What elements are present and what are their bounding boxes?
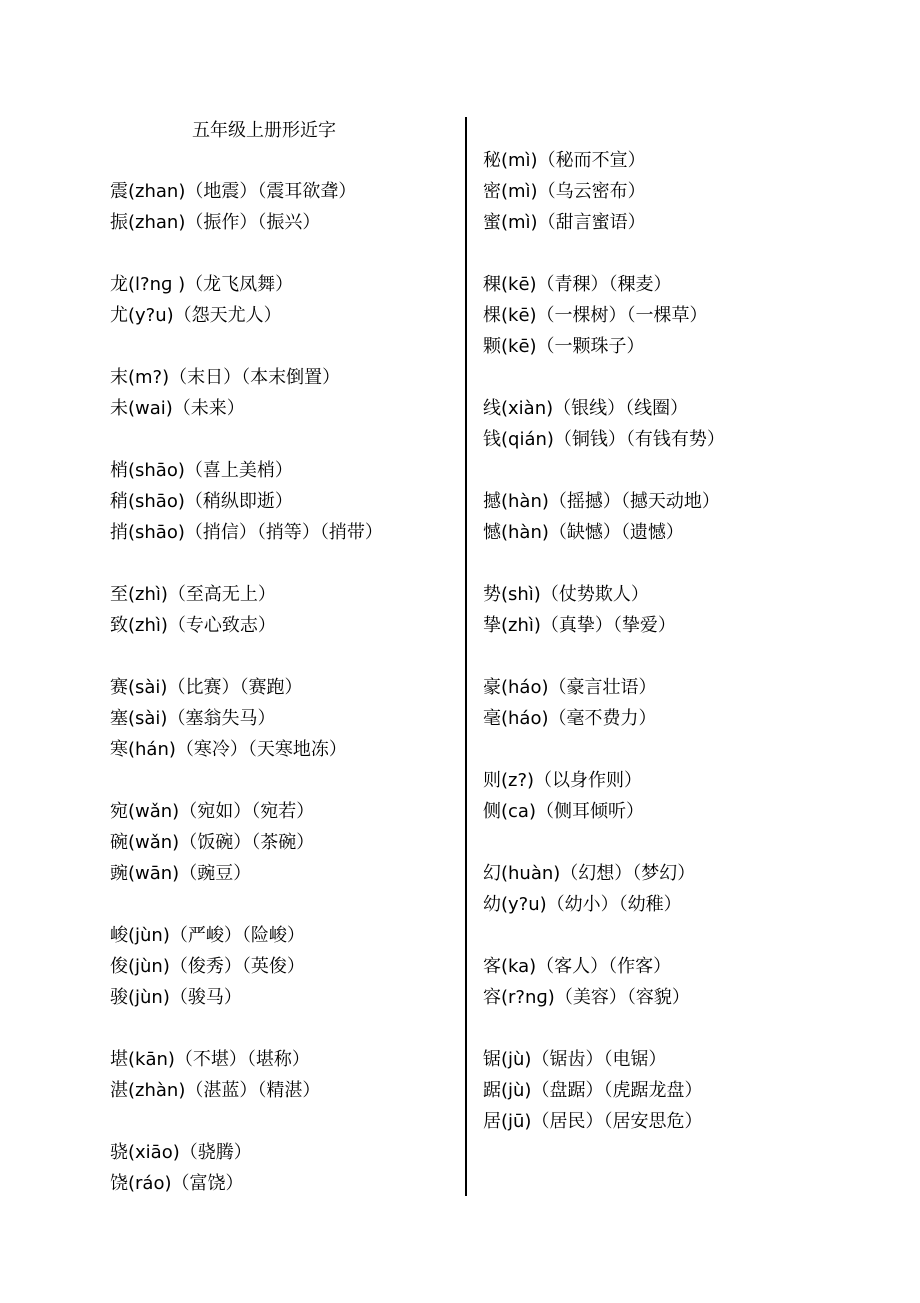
character-entry: 幼(y?u)（幼小）（幼稚） <box>483 894 682 915</box>
character-entry: 毫(háo)（毫不费力） <box>483 708 657 729</box>
character-entry: 憾(hàn)（缺憾）（遗憾） <box>483 522 684 543</box>
group-spacer <box>110 889 383 920</box>
character-entry: 震(zhan)（地震）（震耳欲聋） <box>110 181 357 202</box>
character-entry: 塞(sài)（塞翁失马） <box>110 708 276 729</box>
character-group <box>483 1044 725 1137</box>
character-group <box>110 455 383 548</box>
character-group <box>483 486 725 548</box>
character-group <box>483 579 725 641</box>
character-group <box>483 858 725 920</box>
character-group <box>110 579 383 641</box>
character-entry: 容(r?nɡ)（美容）（容貌） <box>483 987 690 1008</box>
left-column <box>110 145 383 1199</box>
page-title: 五年级上册形近字 <box>192 120 336 141</box>
character-entry: 锯(jù)（锯齿）（电锯） <box>483 1049 667 1070</box>
character-entry: 饶(ráo)（富饶） <box>110 1173 244 1194</box>
character-entry: 堪(kān)（不堪）（堪称） <box>110 1049 310 1070</box>
character-entry: 碗(wǎn)（饭碗）（茶碗） <box>110 832 315 853</box>
character-group <box>483 269 725 362</box>
character-entry: 挚(zhì)（真挚）（挚爱） <box>483 615 676 636</box>
character-group <box>110 176 383 238</box>
character-entry: 捎(shāo)（捎信）（捎等）（捎带） <box>110 522 383 543</box>
character-entry: 颗(kē)（一颗珠子） <box>483 336 645 357</box>
group-spacer <box>110 145 383 176</box>
character-entry: 势(shì)（仗势欺人） <box>483 584 649 605</box>
character-entry: 秘(mì)（秘而不宣） <box>483 150 646 171</box>
character-entry: 俊(jùn)（俊秀）（英俊） <box>110 956 305 977</box>
character-entry: 线(xiàn)（银线）（线圈） <box>483 398 689 419</box>
character-entry: 豌(wān)（豌豆） <box>110 863 252 884</box>
character-entry: 尤(y?u)（怨天尤人） <box>110 305 282 326</box>
character-entry: 宛(wǎn)（宛如）（宛若） <box>110 801 315 822</box>
character-entry: 客(ka)（客人）（作客） <box>483 956 672 977</box>
character-entry: 侧(ca)（侧耳倾听） <box>483 801 644 822</box>
character-entry: 豪(háo)（豪言壮语） <box>483 677 657 698</box>
group-spacer <box>110 641 383 672</box>
character-entry: 骏(jùn)（骏马） <box>110 987 242 1008</box>
character-group <box>110 672 383 765</box>
group-spacer <box>483 455 725 486</box>
character-entry: 湛(zhàn)（湛蓝）（精湛） <box>110 1080 321 1101</box>
character-entry: 龙(l?nɡ )（龙飞凤舞） <box>110 274 294 295</box>
character-entry: 梢(shāo)（喜上美梢） <box>110 460 293 481</box>
character-group <box>483 765 725 827</box>
character-group <box>483 951 725 1013</box>
character-entry: 蜜(mì)（甜言蜜语） <box>483 212 646 233</box>
group-spacer <box>110 1013 383 1044</box>
character-group <box>110 1044 383 1106</box>
group-spacer <box>483 362 725 393</box>
character-entry: 致(zhì)（专心致志） <box>110 615 276 636</box>
column-divider <box>465 117 467 1196</box>
character-group <box>483 672 725 734</box>
character-entry: 稞(kē)（青稞）（稞麦） <box>483 274 672 295</box>
character-entry: 峻(jùn)（严峻）（险峻） <box>110 925 305 946</box>
character-entry: 振(zhan)（振作）（振兴） <box>110 212 321 233</box>
character-entry: 至(zhì)（至高无上） <box>110 584 276 605</box>
group-spacer <box>110 765 383 796</box>
character-entry: 末(m?)（末日）（本末倒置） <box>110 367 341 388</box>
character-group <box>110 362 383 424</box>
character-group <box>110 920 383 1013</box>
character-entry: 骁(xiāo)（骁腾） <box>110 1142 252 1163</box>
character-entry: 撼(hàn)（摇撼）（撼天动地） <box>483 491 720 512</box>
character-entry: 幻(huàn)（幻想）（梦幻） <box>483 863 696 884</box>
character-entry: 未(wai)（未来） <box>110 398 245 419</box>
group-spacer <box>110 548 383 579</box>
character-entry: 棵(kē)（一棵树）（一棵草） <box>483 305 708 326</box>
character-entry: 踞(jù)（盘踞）（虎踞龙盘） <box>483 1080 703 1101</box>
group-spacer <box>483 734 725 765</box>
character-group <box>110 269 383 331</box>
character-group <box>483 145 725 238</box>
character-group <box>110 796 383 889</box>
group-spacer <box>483 920 725 951</box>
group-spacer <box>483 827 725 858</box>
group-spacer <box>110 331 383 362</box>
group-spacer <box>110 238 383 269</box>
character-entry: 寒(hán)（寒冷）（天寒地冻） <box>110 739 347 760</box>
right-column <box>483 145 725 1137</box>
character-entry: 赛(sài)（比赛）（赛跑） <box>110 677 303 698</box>
group-spacer <box>483 238 725 269</box>
character-entry: 居(jū)（居民）（居安思危） <box>483 1111 703 1132</box>
group-spacer <box>110 424 383 455</box>
character-entry: 则(z?)（以身作则） <box>483 770 643 791</box>
character-group <box>110 1137 383 1199</box>
character-entry: 密(mì)（乌云密布） <box>483 181 646 202</box>
character-entry: 稍(shāo)（稍纵即逝） <box>110 491 293 512</box>
group-spacer <box>483 1013 725 1044</box>
character-entry: 钱(qián)（铜钱）（有钱有势） <box>483 429 725 450</box>
character-group <box>483 393 725 455</box>
group-spacer <box>110 1106 383 1137</box>
group-spacer <box>483 548 725 579</box>
group-spacer <box>483 641 725 672</box>
